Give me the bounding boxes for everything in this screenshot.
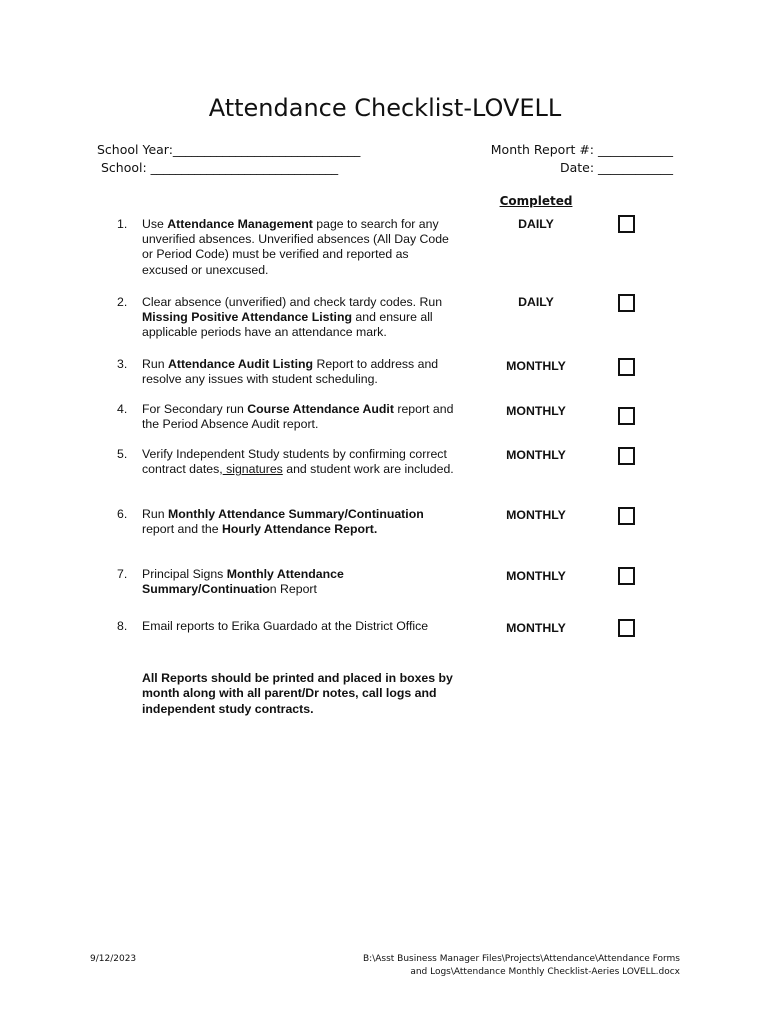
frequency-label: MONTHLY bbox=[506, 508, 566, 522]
checklist-item-5: 5. Verify Independent Study students by confirming correct contract dates, signatures and student work are included. bbox=[117, 447, 454, 477]
checklist-item-8: 8. Email reports to Erika Guardado at the District Office bbox=[117, 619, 429, 633]
footer-date: 9/12/2023 bbox=[90, 954, 137, 964]
completed-checkbox[interactable] bbox=[618, 358, 635, 376]
completed-checkbox[interactable] bbox=[618, 447, 635, 465]
completed-checkbox[interactable] bbox=[618, 215, 635, 233]
frequency-label: MONTHLY bbox=[506, 569, 566, 583]
checklist-item-2: 2. Clear absence (unverified) and check tardy codes. Run Missing Positive Attendance Listing and ensure all applicable periods have an attendance mark. bbox=[117, 295, 443, 340]
date-field: Date: ____________ bbox=[559, 160, 673, 175]
completed-checkbox[interactable] bbox=[618, 294, 635, 312]
footer-path-line-2: and Logs\Attendance Monthly Checklist-Aeries LOVELL.docx bbox=[410, 967, 680, 977]
frequency-label: MONTHLY bbox=[506, 621, 566, 635]
school-field: School: ______________________________ bbox=[101, 160, 339, 175]
completed-checkbox[interactable] bbox=[618, 407, 635, 425]
frequency-label: DAILY bbox=[518, 295, 554, 309]
school-year-field: School Year:______________________________ bbox=[97, 142, 361, 157]
reports-note: All Reports should be printed and placed in boxes by month along with all parent/Dr notes, call logs and independent study contracts. bbox=[142, 671, 453, 716]
checklist-item-7: 7. Principal Signs Monthly Attendance Summary/Continuation Report bbox=[117, 567, 344, 597]
checklist-item-3: 3. Run Attendance Audit Listing Report to address and resolve any issues with student scheduling. bbox=[117, 357, 439, 387]
frequency-label: MONTHLY bbox=[506, 448, 566, 462]
completed-checkbox[interactable] bbox=[618, 567, 635, 585]
frequency-label: MONTHLY bbox=[506, 359, 566, 373]
page-title: Attendance Checklist-LOVELL bbox=[208, 94, 562, 122]
footer-path-line-1: B:\Asst Business Manager Files\Projects\Attendance\Attendance Forms bbox=[363, 954, 680, 964]
completed-checkbox[interactable] bbox=[618, 619, 635, 637]
frequency-label: DAILY bbox=[518, 217, 554, 231]
checklist-item-4: 4. For Secondary run Course Attendance Audit report and the Period Absence Audit report. bbox=[117, 402, 454, 432]
frequency-label: MONTHLY bbox=[506, 404, 566, 418]
checklist-item-1: 1. Use Attendance Management page to search for any unverified absences. Unverified absences (All Day Code or Period Code) must be verified and reported as excused or unexcused. bbox=[117, 217, 449, 277]
completed-column-header: Completed bbox=[499, 194, 573, 208]
completed-checkbox[interactable] bbox=[618, 507, 635, 525]
month-report-field: Month Report #: ____________ bbox=[490, 142, 673, 157]
checklist-item-6: 6. Run Monthly Attendance Summary/Continuation report and the Hourly Attendance Report. bbox=[117, 507, 424, 537]
